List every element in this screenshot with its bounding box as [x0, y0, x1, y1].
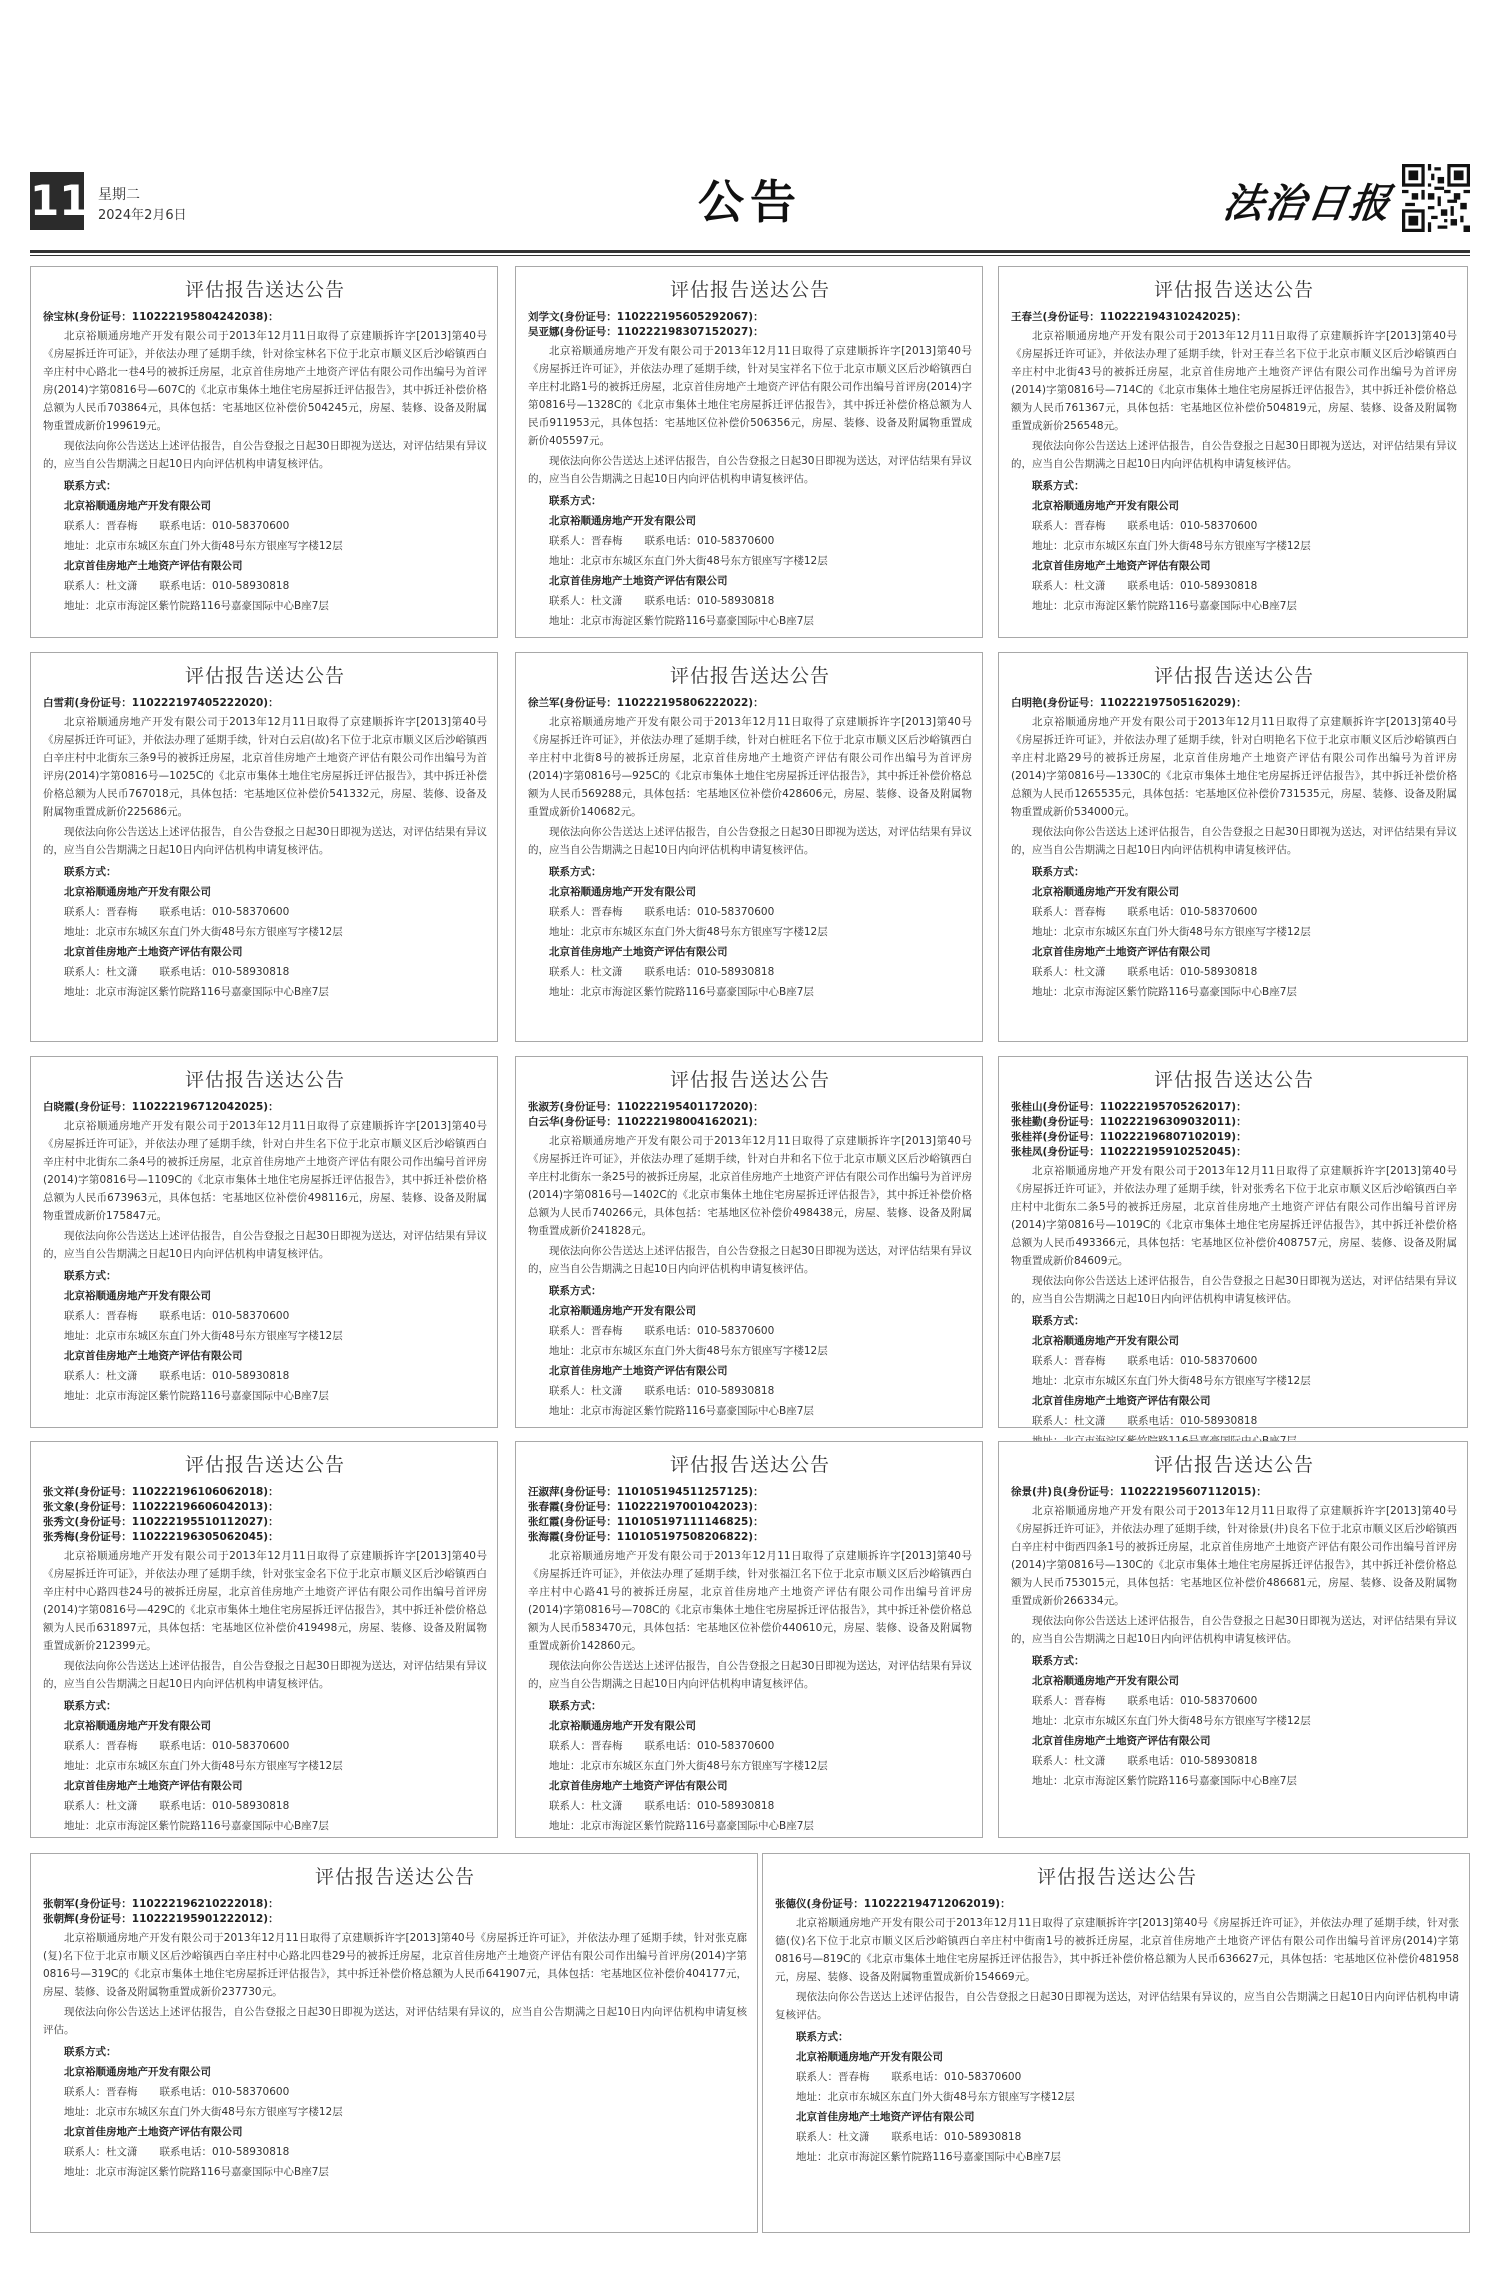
notice-title: 评估报告送达公告	[1153, 665, 1314, 687]
appraiser-contact: 联系人：杜文潇	[549, 1385, 623, 1397]
developer-contact: 联系人：晋春梅	[1032, 1695, 1106, 1707]
contact-label: 联系方式：	[549, 1285, 602, 1297]
developer-address: 地址：北京市东城区东直门外大街48号东方银座写字楼12层	[1032, 1375, 1311, 1387]
developer-company: 北京裕顺通房地产开发有限公司	[64, 1720, 211, 1732]
appraiser-contact-line	[43, 1796, 487, 1816]
notice-box	[515, 1441, 983, 1838]
notice-statement: 现依法向你公告送达上述评估报告，自公告登报之日起30日即视为送达，对评估结果有异议的，应当自公告期满之日起10日内向评估机构申请复核评估。	[528, 826, 972, 856]
developer-company: 北京裕顺通房地产开发有限公司	[1032, 886, 1179, 898]
notice-statement: 现依法向你公告送达上述评估报告，自公告登报之日起30日即视为送达，对评估结果有异议的，应当自公告期满之日起10日内向评估机构申请复核评估。	[43, 2006, 747, 2036]
notice-body: 北京裕顺通房地产开发有限公司于2013年12月11日取得了京建顺拆许字[2013]第40号《房屋拆迁许可证》，并依法办理了延期手续，针对张福江名下位于北京市顺义区后沙峪镇西白辛庄村中心路41号的被拆迁房屋，北京首佳房地产土地资产评估有限公司作出编号首评房(2014)字第0816号—708C的《北京市集体土地住宅房屋拆迁评估报告》，其中拆迁补偿价格总额为人民币583470元，具体包括：宅基地区位补偿价440610元，房屋、装修、设备及附属物重置成新价142860元。	[528, 1550, 972, 1652]
notice-body: 北京裕顺通房地产开发有限公司于2013年12月11日取得了京建顺拆许字[2013]第40号《房屋拆迁许可证》，并依法办理了延期手续，针对白井和名下位于北京市顺义区后沙峪镇西白辛庄村北街东一条25号的被拆迁房屋，北京首佳房地产土地资产评估有限公司作出编号为首评房(2014)字第0816号—1402C的《北京市集体土地住宅房屋拆迁评估报告》，其中拆迁补偿价格总额为人民币740266元，具体包括：宅基地区位补偿价498438元，房屋、装修、设备及附属物重置成新价241828元。	[528, 1135, 972, 1237]
appraiser-phone: 联系电话：010-58930818	[159, 580, 290, 592]
appraiser-phone: 联系电话：010-58930818	[159, 1800, 290, 1812]
developer-phone: 联系电话：010-58370600	[1127, 1355, 1258, 1367]
appraiser-contact-line	[528, 1796, 972, 1816]
developer-address: 地址：北京市东城区东直门外大街48号东方银座写字楼12层	[549, 926, 828, 938]
contact-label: 联系方式：	[796, 2031, 849, 2043]
notice-statement: 现依法向你公告送达上述评估报告，自公告登报之日起30日即视为送达，对评估结果有异议的，应当自公告期满之日起10日内向评估机构申请复核评估。	[43, 826, 487, 856]
developer-contact-line	[1011, 902, 1457, 922]
appraiser-address: 地址：北京市海淀区紫竹院路116号嘉豪国际中心B座7层	[1032, 600, 1297, 612]
notice-statement: 现依法向你公告送达上述评估报告，自公告登报之日起30日即视为送达，对评估结果有异议的，应当自公告期满之日起10日内向评估机构申请复核评估。	[1011, 1275, 1457, 1305]
contact-label: 联系方式：	[64, 1700, 117, 1712]
contact-label: 联系方式：	[1032, 1655, 1085, 1667]
recipient-id: 汪淑萍(身份证号：110105194511257125)：	[528, 1486, 764, 1498]
appraiser-company: 北京首佳房地产土地资产评估有限公司	[549, 575, 728, 587]
appraiser-contact-line	[1011, 576, 1457, 596]
developer-phone: 联系电话：010-58370600	[644, 535, 775, 547]
appraiser-phone: 联系电话：010-58930818	[159, 2146, 290, 2158]
appraiser-contact-line	[528, 591, 972, 611]
recipient-id: 张桂勤(身份证号：110222196309032011)：	[1011, 1116, 1247, 1128]
appraiser-address: 地址：北京市海淀区紫竹院路116号嘉豪国际中心B座7层	[1032, 1775, 1297, 1787]
appraiser-contact-line	[43, 1366, 487, 1386]
recipient-id: 张红霞(身份证号：110105197111146825)：	[528, 1516, 764, 1528]
appraiser-address: 地址：北京市海淀区紫竹院路116号嘉豪国际中心B座7层	[796, 2151, 1061, 2163]
developer-phone: 联系电话：010-58370600	[1127, 520, 1258, 532]
notice-box	[30, 1441, 498, 1838]
notice-statement: 现依法向你公告送达上述评估报告，自公告登报之日起30日即视为送达，对评估结果有异议的，应当自公告期满之日起10日内向评估机构申请复核评估。	[43, 440, 487, 470]
developer-contact: 联系人：晋春梅	[549, 906, 623, 918]
appraiser-phone: 联系电话：010-58930818	[644, 966, 775, 978]
appraiser-contact: 联系人：杜文潇	[1032, 966, 1106, 978]
notice-statement: 现依法向你公告送达上述评估报告，自公告登报之日起30日即视为送达，对评估结果有异议的，应当自公告期满之日起10日内向评估机构申请复核评估。	[1011, 826, 1457, 856]
notice-body: 北京裕顺通房地产开发有限公司于2013年12月11日取得了京建顺拆许字[2013]第40号《房屋拆迁许可证》，并依法办理了延期手续，针对张秀名下位于北京市顺义区后沙峪镇西白辛庄村中北街东二条5号的被拆迁房屋，北京首佳房地产土地资产评估有限公司作出编号首评房(2014)字第0816号—1019C的《北京市集体土地住宅房屋拆迁评估报告》，其中拆迁补偿价格总额为人民币493366元，具体包括：宅基地区位补偿价408757元，房屋、装修、设备及附属物重置成新价84609元。	[1011, 1165, 1457, 1267]
contact-label: 联系方式：	[64, 480, 117, 492]
notice-title: 评估报告送达公告	[184, 665, 345, 687]
appraiser-company: 北京首佳房地产土地资产评估有限公司	[549, 1365, 728, 1377]
notice-body: 北京裕顺通房地产开发有限公司于2013年12月11日取得了京建顺拆许字[2013]第40号《房屋拆迁许可证》，并依法办理了延期手续，针对张德(仪)名下位于北京市顺义区后沙峪镇西白辛庄村中街南1号的被拆迁房屋，北京首佳房地产土地资产评估有限公司作出编号首评房(2014)字第0816号—819C的《北京市集体土地住宅房屋拆迁评估报告》，其中拆迁补偿价格总额为人民币636627元，具体包括：宅基地区位补偿价481958元，房屋、装修、设备及附属物重置成新价154669元。	[775, 1917, 1459, 1983]
notice-box	[998, 652, 1468, 1042]
developer-contact-line	[528, 1321, 972, 1341]
developer-contact-line	[528, 1736, 972, 1756]
page-number: 11	[30, 172, 84, 230]
notice-body: 北京裕顺通房地产开发有限公司于2013年12月11日取得了京建顺拆许字[2013]第40号《房屋拆迁许可证》，并依法办理了延期手续，针对吴宝祥名下位于北京市顺义区后沙峪镇西白辛庄村北路1号的被拆迁房屋，北京首佳房地产土地资产评估有限公司作出编号首评房(2014)字第0816号—1328C的《北京市集体土地住宅房屋拆迁评估报告》，其中拆迁补偿价格总额为人民币911953元，具体包括：宅基地区位补偿价506356元，房屋、装修、设备及附属物重置成新价405597元。	[528, 345, 972, 447]
recipient-id: 徐兰军(身份证号：110222195806222022)：	[528, 697, 764, 709]
appraiser-company: 北京首佳房地产土地资产评估有限公司	[1032, 946, 1211, 958]
recipient-id: 张文祥(身份证号：110222196106062018)：	[43, 1486, 279, 1498]
developer-contact-line	[1011, 1351, 1457, 1371]
developer-phone: 联系电话：010-58370600	[159, 1310, 290, 1322]
notice-box	[515, 266, 983, 638]
appraiser-phone: 联系电话：010-58930818	[159, 1370, 290, 1382]
developer-address: 地址：北京市东城区东直门外大街48号东方银座写字楼12层	[64, 1330, 343, 1342]
recipient-id: 张文象(身份证号：110222196606042013)：	[43, 1501, 279, 1513]
recipient-id: 白雪莉(身份证号：110222197405222020)：	[43, 697, 279, 709]
notice-title: 评估报告送达公告	[184, 1069, 345, 1091]
notice-statement: 现依法向你公告送达上述评估报告，自公告登报之日起30日即视为送达，对评估结果有异议的，应当自公告期满之日起10日内向评估机构申请复核评估。	[528, 1245, 972, 1275]
recipient-id: 刘学文(身份证号：110222195605292067)：	[528, 311, 764, 323]
developer-contact: 联系人：晋春梅	[64, 1740, 138, 1752]
header-rule-thin	[30, 255, 1470, 256]
developer-phone: 联系电话：010-58370600	[644, 906, 775, 918]
notice-title: 评估报告送达公告	[314, 1866, 475, 1888]
developer-phone: 联系电话：010-58370600	[644, 1740, 775, 1752]
contact-label: 联系方式：	[549, 495, 602, 507]
appraiser-contact: 联系人：杜文潇	[64, 1370, 138, 1382]
developer-phone: 联系电话：010-58370600	[1127, 906, 1258, 918]
appraiser-company: 北京首佳房地产土地资产评估有限公司	[1032, 560, 1211, 572]
developer-contact: 联系人：晋春梅	[1032, 520, 1106, 532]
developer-address: 地址：北京市东城区东直门外大街48号东方银座写字楼12层	[64, 1760, 343, 1772]
appraiser-contact: 联系人：杜文潇	[64, 580, 138, 592]
recipient-id: 张春霞(身份证号：110222197001042023)：	[528, 1501, 764, 1513]
appraiser-company: 北京首佳房地产土地资产评估有限公司	[64, 946, 243, 958]
notice-box	[998, 1056, 1468, 1428]
appraiser-contact-line	[1011, 1411, 1457, 1431]
appraiser-phone: 联系电话：010-58930818	[644, 1385, 775, 1397]
developer-phone: 联系电话：010-58370600	[159, 520, 290, 532]
developer-address: 地址：北京市东城区东直门外大街48号东方银座写字楼12层	[1032, 1715, 1311, 1727]
appraiser-contact-line	[43, 576, 487, 596]
notice-box	[30, 1056, 498, 1428]
notice-title: 评估报告送达公告	[1153, 1069, 1314, 1091]
recipient-id: 吴亚娜(身份证号：110222198307152027)：	[528, 326, 764, 338]
developer-phone: 联系电话：010-58370600	[1127, 1695, 1258, 1707]
notice-title: 评估报告送达公告	[669, 279, 830, 301]
appraiser-contact: 联系人：杜文潇	[549, 595, 623, 607]
developer-company: 北京裕顺通房地产开发有限公司	[549, 515, 696, 527]
appraiser-phone: 联系电话：010-58930818	[1127, 1755, 1258, 1767]
appraiser-company: 北京首佳房地产土地资产评估有限公司	[64, 1780, 243, 1792]
appraiser-contact: 联系人：杜文潇	[64, 2146, 138, 2158]
appraiser-contact-line	[43, 2142, 747, 2162]
notice-box	[30, 266, 498, 638]
notice-box	[515, 652, 983, 1042]
recipient-id: 张德仪(身份证号：110222194712062019)：	[775, 1898, 1011, 1910]
recipient-id: 白晓霞(身份证号：110222196712042025)：	[43, 1101, 279, 1113]
notice-title: 评估报告送达公告	[1036, 1866, 1197, 1888]
notice-statement: 现依法向你公告送达上述评估报告，自公告登报之日起30日即视为送达，对评估结果有异议的，应当自公告期满之日起10日内向评估机构申请复核评估。	[1011, 1615, 1457, 1645]
developer-contact: 联系人：晋春梅	[549, 535, 623, 547]
masthead	[30, 160, 1470, 240]
issue-date: 2024年2月6日	[98, 208, 187, 223]
notice-body: 北京裕顺通房地产开发有限公司于2013年12月11日取得了京建顺拆许字[2013]第40号《房屋拆迁许可证》，并依法办理了延期手续，针对白云启(故)名下位于北京市顺义区后沙峪镇西白辛庄村中北街东三条9号的被拆迁房屋，北京首佳房地产土地资产评估有限公司作出编号为首评房(2014)字第0816号—1025C的《北京市集体土地住宅房屋拆迁评估报告》，其中拆迁补偿价格总额为人民币767018元，具体包括：宅基地区位补偿价541332元，房屋、装修、设备及附属物重置成新价225686元。	[43, 716, 487, 818]
notice-body: 北京裕顺通房地产开发有限公司于2013年12月11日取得了京建顺拆许字[2013]第40号《房屋拆迁许可证》，并依法办理了延期手续，针对徐宝林名下位于北京市顺义区后沙峪镇西白辛庄村中心路北一巷4号的被拆迁房屋，北京首佳房地产土地资产评估有限公司作出编号为首评房(2014)字第0816号—607C的《北京市集体土地住宅房屋拆迁评估报告》，其中拆迁补偿价格总额为人民币703864元，具体包括：宅基地区位补偿价504245元，房屋、装修、设备及附属物重置成新价199619元。	[43, 330, 487, 432]
appraiser-phone: 联系电话：010-58930818	[159, 966, 290, 978]
developer-contact: 联系人：晋春梅	[796, 2071, 870, 2083]
contact-label: 联系方式：	[64, 1270, 117, 1282]
recipient-id: 张桂山(身份证号：110222195705262017)：	[1011, 1101, 1247, 1113]
appraiser-phone: 联系电话：010-58930818	[644, 595, 775, 607]
appraiser-contact-line	[1011, 962, 1457, 982]
notice-title: 评估报告送达公告	[1153, 1454, 1314, 1476]
developer-contact: 联系人：晋春梅	[64, 2086, 138, 2098]
appraiser-company: 北京首佳房地产土地资产评估有限公司	[64, 560, 243, 572]
developer-phone: 联系电话：010-58370600	[159, 1740, 290, 1752]
contact-label: 联系方式：	[64, 2046, 117, 2058]
notice-title: 评估报告送达公告	[669, 665, 830, 687]
developer-company: 北京裕顺通房地产开发有限公司	[549, 1305, 696, 1317]
developer-address: 地址：北京市东城区东直门外大街48号东方银座写字楼12层	[64, 926, 343, 938]
appraiser-contact: 联系人：杜文潇	[549, 966, 623, 978]
contact-label: 联系方式：	[1032, 1315, 1085, 1327]
appraiser-company: 北京首佳房地产土地资产评估有限公司	[549, 1780, 728, 1792]
notice-statement: 现依法向你公告送达上述评估报告，自公告登报之日起30日即视为送达，对评估结果有异议的，应当自公告期满之日起10日内向评估机构申请复核评估。	[1011, 440, 1457, 470]
developer-address: 地址：北京市东城区东直门外大街48号东方银座写字楼12层	[1032, 926, 1311, 938]
notice-statement: 现依法向你公告送达上述评估报告，自公告登报之日起30日即视为送达，对评估结果有异议的，应当自公告期满之日起10日内向评估机构申请复核评估。	[43, 1230, 487, 1260]
appraiser-company: 北京首佳房地产土地资产评估有限公司	[1032, 1735, 1211, 1747]
appraiser-contact: 联系人：杜文潇	[64, 966, 138, 978]
developer-contact-line	[43, 1736, 487, 1756]
appraiser-contact-line	[528, 962, 972, 982]
notice-box	[998, 266, 1468, 638]
notice-statement: 现依法向你公告送达上述评估报告，自公告登报之日起30日即视为送达，对评估结果有异议的，应当自公告期满之日起10日内向评估机构申请复核评估。	[528, 455, 972, 485]
developer-contact: 联系人：晋春梅	[64, 906, 138, 918]
appraiser-address: 地址：北京市海淀区紫竹院路116号嘉豪国际中心B座7层	[549, 1820, 814, 1832]
developer-phone: 联系电话：010-58370600	[159, 2086, 290, 2098]
appraiser-phone: 联系电话：010-58930818	[1127, 1415, 1258, 1427]
appraiser-contact-line	[1011, 1751, 1457, 1771]
developer-company: 北京裕顺通房地产开发有限公司	[1032, 1675, 1179, 1687]
developer-company: 北京裕顺通房地产开发有限公司	[1032, 1335, 1179, 1347]
notice-box	[30, 652, 498, 1042]
appraiser-phone: 联系电话：010-58930818	[891, 2131, 1022, 2143]
recipient-id: 白明艳(身份证号：110222197505162029)：	[1011, 697, 1247, 709]
notice-box	[762, 1853, 1470, 2233]
developer-address: 地址：北京市东城区东直门外大街48号东方银座写字楼12层	[64, 2106, 343, 2118]
developer-contact-line	[43, 516, 487, 536]
notice-body: 北京裕顺通房地产开发有限公司于2013年12月11日取得了京建顺拆许字[2013]第40号《房屋拆迁许可证》，并依法办理了延期手续，针对张克廊(复)名下位于北京市顺义区后沙峪镇西白辛庄村中心路北四巷29号的被拆迁房屋，北京首佳房地产土地资产评估有限公司作出编号首评房(2014)字第0816号—319C的《北京市集体土地住宅房屋拆迁评估报告》，其中拆迁补偿价格总额为人民币641907元，具体包括：宅基地区位补偿价404177元，房屋、装修、设备及附属物重置成新价237730元。	[43, 1932, 747, 1998]
developer-contact: 联系人：晋春梅	[549, 1740, 623, 1752]
notice-title: 评估报告送达公告	[184, 1454, 345, 1476]
appraiser-address: 地址：北京市海淀区紫竹院路116号嘉豪国际中心B座7层	[64, 600, 329, 612]
developer-contact-line	[43, 1306, 487, 1326]
developer-address: 地址：北京市东城区东直门外大街48号东方银座写字楼12层	[1032, 540, 1311, 552]
developer-contact-line	[1011, 1691, 1457, 1711]
notice-title: 评估报告送达公告	[669, 1454, 830, 1476]
qr-code-icon	[1402, 164, 1470, 232]
notice-statement: 现依法向你公告送达上述评估报告，自公告登报之日起30日即视为送达，对评估结果有异议的，应当自公告期满之日起10日内向评估机构申请复核评估。	[775, 1991, 1459, 2021]
notice-statement: 现依法向你公告送达上述评估报告，自公告登报之日起30日即视为送达，对评估结果有异议的，应当自公告期满之日起10日内向评估机构申请复核评估。	[43, 1660, 487, 1690]
developer-company: 北京裕顺通房地产开发有限公司	[796, 2051, 943, 2063]
developer-address: 地址：北京市东城区东直门外大街48号东方银座写字楼12层	[64, 540, 343, 552]
appraiser-address: 地址：北京市海淀区紫竹院路116号嘉豪国际中心B座7层	[64, 1390, 329, 1402]
appraiser-address: 地址：北京市海淀区紫竹院路116号嘉豪国际中心B座7层	[64, 986, 329, 998]
notice-title: 评估报告送达公告	[669, 1069, 830, 1091]
appraiser-address: 地址：北京市海淀区紫竹院路116号嘉豪国际中心B座7层	[549, 1405, 814, 1417]
appraiser-address: 地址：北京市海淀区紫竹院路116号嘉豪国际中心B座7层	[64, 2166, 329, 2178]
contact-label: 联系方式：	[1032, 480, 1085, 492]
recipient-id: 徐宝林(身份证号：110222195804242038)：	[43, 311, 279, 323]
contact-label: 联系方式：	[549, 866, 602, 878]
notice-statement: 现依法向你公告送达上述评估报告，自公告登报之日起30日即视为送达，对评估结果有异议的，应当自公告期满之日起10日内向评估机构申请复核评估。	[528, 1660, 972, 1690]
developer-contact-line	[43, 902, 487, 922]
notice-body: 北京裕顺通房地产开发有限公司于2013年12月11日取得了京建顺拆许字[2013]第40号《房屋拆迁许可证》，并依法办理了延期手续，针对白井生名下位于北京市顺义区后沙峪镇西白辛庄村中北街东二条4号的被拆迁房屋，北京首佳房地产土地资产评估有限公司作出编号首评房(2014)字第0816号—1109C的《北京市集体土地住宅房屋拆迁评估报告》，其中拆迁补偿价格总额为人民币673963元，具体包括：宅基地区位补偿价498116元，房屋、装修、设备及附属物重置成新价175847元。	[43, 1120, 487, 1222]
notice-body: 北京裕顺通房地产开发有限公司于2013年12月11日取得了京建顺拆许字[2013]第40号《房屋拆迁许可证》，并依法办理了延期手续，针对白桩旺名下位于北京市顺义区后沙峪镇西白辛庄村中北街8号的被拆迁房屋，北京首佳房地产土地资产评估有限公司作出编号为首评房(2014)字第0816号—925C的《北京市集体土地住宅房屋拆迁评估报告》，其中拆迁补偿价格总额为人民币569288元，具体包括：宅基地区位补偿价428606元，房屋、装修、设备及附属物重置成新价140682元。	[528, 716, 972, 818]
recipient-id: 张淑芳(身份证号：110222195401172020)：	[528, 1101, 764, 1113]
weekday: 星期二	[98, 187, 140, 203]
developer-contact-line	[528, 902, 972, 922]
section-title: 公告	[698, 175, 802, 229]
notice-body: 北京裕顺通房地产开发有限公司于2013年12月11日取得了京建顺拆许字[2013]第40号《房屋拆迁许可证》，并依法办理了延期手续，针对徐景(井)良名下位于北京市顺义区后沙峪镇西白辛庄村中街西四条1号的被拆迁房屋，北京首佳房地产土地资产评估有限公司作出编号首评房(2014)字第0816号—130C的《北京市集体土地住宅房屋拆迁评估报告》，其中拆迁补偿价格总额为人民币753015元，具体包括：宅基地区位补偿价486681元，房屋、装修、设备及附属物重置成新价266334元。	[1011, 1505, 1457, 1607]
appraiser-address: 地址：北京市海淀区紫竹院路116号嘉豪国际中心B座7层	[1032, 986, 1297, 998]
developer-address: 地址：北京市东城区东直门外大街48号东方银座写字楼12层	[549, 1760, 828, 1772]
recipient-id: 张海霞(身份证号：110105197508206822)：	[528, 1531, 764, 1543]
newspaper-logo: 法治日报	[1220, 180, 1395, 227]
contact-label: 联系方式：	[64, 866, 117, 878]
appraiser-contact: 联系人：杜文潇	[549, 1800, 623, 1812]
recipient-id: 王春兰(身份证号：110222194310242025)：	[1011, 311, 1247, 323]
appraiser-contact-line	[775, 2127, 1459, 2147]
developer-contact: 联系人：晋春梅	[549, 1325, 623, 1337]
developer-contact: 联系人：晋春梅	[64, 1310, 138, 1322]
appraiser-contact: 联系人：杜文潇	[1032, 580, 1106, 592]
appraiser-company: 北京首佳房地产土地资产评估有限公司	[549, 946, 728, 958]
notice-title: 评估报告送达公告	[1153, 279, 1314, 301]
developer-contact: 联系人：晋春梅	[1032, 906, 1106, 918]
developer-phone: 联系电话：010-58370600	[891, 2071, 1022, 2083]
developer-company: 北京裕顺通房地产开发有限公司	[64, 1290, 211, 1302]
recipient-id: 张桂祥(身份证号：110222196807102019)：	[1011, 1131, 1247, 1143]
developer-address: 地址：北京市东城区东直门外大街48号东方银座写字楼12层	[549, 555, 828, 567]
recipient-id: 白云华(身份证号：110222198004162021)：	[528, 1116, 764, 1128]
recipient-id: 徐景(井)良(身份证号：110222195607112015)：	[1011, 1486, 1267, 1498]
appraiser-contact-line	[43, 962, 487, 982]
contact-label: 联系方式：	[549, 1700, 602, 1712]
appraiser-contact: 联系人：杜文潇	[796, 2131, 870, 2143]
developer-phone: 联系电话：010-58370600	[159, 906, 290, 918]
notice-body: 北京裕顺通房地产开发有限公司于2013年12月11日取得了京建顺拆许字[2013]第40号《房屋拆迁许可证》，并依法办理了延期手续，针对张宝金名下位于北京市顺义区后沙峪镇西白辛庄村中心路四巷24号的被拆迁房屋，北京首佳房地产土地资产评估有限公司作出编号首评房(2014)字第0816号—429C的《北京市集体土地住宅房屋拆迁评估报告》，其中拆迁补偿价格总额为人民币631897元，具体包括：宅基地区位补偿价419498元，房屋、装修、设备及附属物重置成新价212399元。	[43, 1550, 487, 1652]
recipient-id: 张朝辉(身份证号：110222195901222012)：	[43, 1913, 279, 1925]
appraiser-company: 北京首佳房地产土地资产评估有限公司	[1032, 1395, 1211, 1407]
developer-contact: 联系人：晋春梅	[1032, 1355, 1106, 1367]
developer-company: 北京裕顺通房地产开发有限公司	[549, 1720, 696, 1732]
developer-contact-line	[1011, 516, 1457, 536]
recipient-id: 张朝军(身份证号：110222196210222018)：	[43, 1898, 279, 1910]
appraiser-address: 地址：北京市海淀区紫竹院路116号嘉豪国际中心B座7层	[549, 986, 814, 998]
developer-contact-line	[43, 2082, 747, 2102]
appraiser-company: 北京首佳房地产土地资产评估有限公司	[64, 1350, 243, 1362]
appraiser-contact-line	[528, 1381, 972, 1401]
developer-contact-line	[528, 531, 972, 551]
developer-address: 地址：北京市东城区东直门外大街48号东方银座写字楼12层	[796, 2091, 1075, 2103]
developer-company: 北京裕顺通房地产开发有限公司	[549, 886, 696, 898]
contact-label: 联系方式：	[1032, 866, 1085, 878]
recipient-id: 张桂凤(身份证号：110222195910252045)：	[1011, 1146, 1247, 1158]
appraiser-company: 北京首佳房地产土地资产评估有限公司	[796, 2111, 975, 2123]
developer-phone: 联系电话：010-58370600	[644, 1325, 775, 1337]
recipient-id: 张秀文(身份证号：110222195510112027)：	[43, 1516, 279, 1528]
notice-box	[30, 1853, 758, 2233]
developer-contact-line	[775, 2067, 1459, 2087]
appraiser-contact: 联系人：杜文潇	[1032, 1415, 1106, 1427]
notice-box	[515, 1056, 983, 1428]
notice-body: 北京裕顺通房地产开发有限公司于2013年12月11日取得了京建顺拆许字[2013]第40号《房屋拆迁许可证》，并依法办理了延期手续，针对白明艳名下位于北京市顺义区后沙峪镇西白辛庄村北路29号的被拆迁房屋，北京首佳房地产土地资产评估有限公司作出编号为首评房(2014)字第0816号—1330C的《北京市集体土地住宅房屋拆迁评估报告》，其中拆迁补偿价格总额为人民币1265535元，具体包括：宅基地区位补偿价731535元，房屋、装修、设备及附属物重置成新价534000元。	[1011, 716, 1457, 818]
appraiser-address: 地址：北京市海淀区紫竹院路116号嘉豪国际中心B座7层	[549, 615, 814, 627]
developer-address: 地址：北京市东城区东直门外大街48号东方银座写字楼12层	[549, 1345, 828, 1357]
header-rule	[30, 250, 1470, 253]
developer-company: 北京裕顺通房地产开发有限公司	[64, 2066, 211, 2078]
notice-box	[998, 1441, 1468, 1838]
developer-company: 北京裕顺通房地产开发有限公司	[64, 500, 211, 512]
recipient-id: 张秀梅(身份证号：110222196305062045)：	[43, 1531, 279, 1543]
developer-contact: 联系人：晋春梅	[64, 520, 138, 532]
notice-body: 北京裕顺通房地产开发有限公司于2013年12月11日取得了京建顺拆许字[2013]第40号《房屋拆迁许可证》，并依法办理了延期手续，针对王春兰名下位于北京市顺义区后沙峪镇西白辛庄村中北街43号的被拆迁房屋，北京首佳房地产土地资产评估有限公司作出编号为首评房(2014)字第0816号—714C的《北京市集体土地住宅房屋拆迁评估报告》，其中拆迁补偿价格总额为人民币761367元，具体包括：宅基地区位补偿价504819元，房屋、装修、设备及附属物重置成新价256548元。	[1011, 330, 1457, 432]
appraiser-contact: 联系人：杜文潇	[64, 1800, 138, 1812]
developer-company: 北京裕顺通房地产开发有限公司	[64, 886, 211, 898]
appraiser-phone: 联系电话：010-58930818	[1127, 966, 1258, 978]
appraiser-company: 北京首佳房地产土地资产评估有限公司	[64, 2126, 243, 2138]
appraiser-contact: 联系人：杜文潇	[1032, 1755, 1106, 1767]
appraiser-address: 地址：北京市海淀区紫竹院路116号嘉豪国际中心B座7层	[64, 1820, 329, 1832]
developer-company: 北京裕顺通房地产开发有限公司	[1032, 500, 1179, 512]
appraiser-phone: 联系电话：010-58930818	[1127, 580, 1258, 592]
notice-title: 评估报告送达公告	[184, 279, 345, 301]
appraiser-phone: 联系电话：010-58930818	[644, 1800, 775, 1812]
